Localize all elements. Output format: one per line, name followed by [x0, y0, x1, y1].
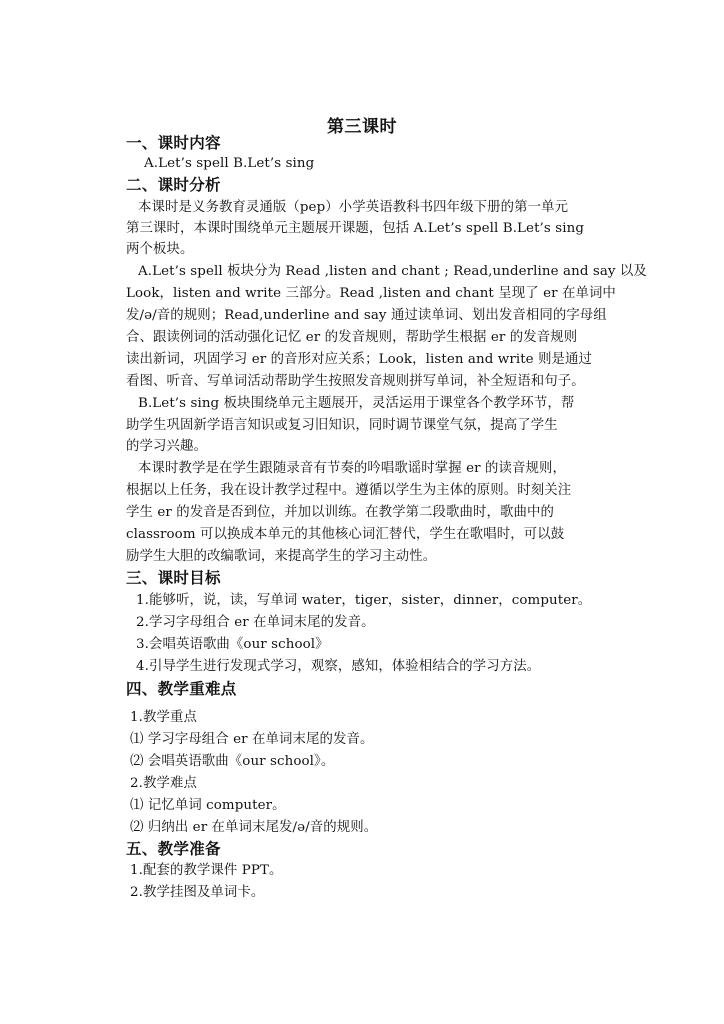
paragraph-line: 的学习兴趣。	[126, 439, 207, 454]
paragraph-line: 读出新词，巩固学习 er 的音形对应关系；Look，listen and write 则是通过	[126, 352, 593, 367]
section-heading-content: 一、课时内容	[126, 134, 221, 152]
list-item: 1.教学重点	[130, 710, 197, 725]
paragraph-line: 根据以上任务，我在设计教学过程中。遵循以学生为主体的原则。时刻关注	[126, 483, 572, 498]
paragraph-line: B.Let’s sing 板块围绕单元主题展开，灵活运用于课堂各个教学环节，帮	[138, 396, 575, 411]
list-item: 2.教学难点	[130, 776, 197, 791]
section-heading-analysis: 二、课时分析	[126, 176, 221, 194]
list-item: 4.引导学生进行发现式学习，观察，感知，体验相结合的学习方法。	[136, 659, 541, 674]
paragraph-line: 第三课时，本课时围绕单元主题展开课题，包括 A.Let’s spell B.Let’s sing	[126, 221, 584, 236]
paragraph-line: 励学生大胆的改编歌词，来提高学生的学习主动性。	[126, 549, 437, 564]
list-item: 1.能够听，说，读，写单词 water，tiger，sister，dinner，computer。	[136, 593, 592, 608]
list-item: 1.配套的教学课件 PPT。	[130, 863, 283, 878]
paragraph-line: A.Let’s spell 板块分为 Read ,listen and chant ; Read,underline and say 以及	[138, 264, 647, 279]
list-item: ⑵ 会唱英语歌曲《our school》。	[130, 754, 335, 769]
paragraph-line: 本课时是义务教育灵通版（pep）小学英语教科书四年级下册的第一单元	[138, 200, 569, 215]
paragraph-line: Look，listen and write 三部分。Read ,listen and chant 呈现了 er 在单词中	[126, 286, 616, 301]
paragraph-line: 看图、听音、写单词活动帮助学生按照发音规则拼写单词，补全短语和句子。	[126, 374, 585, 389]
list-item: 3.会唱英语歌曲《our school》	[136, 637, 329, 652]
section-heading-objectives: 三、课时目标	[126, 569, 221, 587]
paragraph-line: classroom 可以换成本单元的其他核心词汇替代，学生在歌唱时，可以鼓	[126, 527, 565, 542]
section-heading-key-points: 四、教学重难点	[126, 680, 237, 698]
paragraph-line: 学生 er 的发音是否到位，并加以训练。在教学第二段歌曲时，歌曲中的	[126, 505, 554, 520]
list-item: 2.教学挂图及单词卡。	[130, 885, 265, 900]
paragraph-line: A.Let’s spell B.Let’s sing	[144, 156, 315, 171]
paragraph-line: 两个板块。	[126, 242, 194, 257]
page-title: 第三课时	[327, 117, 397, 137]
list-item: ⑴ 记忆单词 computer。	[130, 798, 286, 813]
paragraph-line: 发/ə/音的规则；Read,underline and say 通过读单词、划出发音相同的字母组	[126, 308, 607, 323]
list-item: ⑵ 归纳出 er 在单词末尾发/ə/音的规则。	[130, 820, 378, 835]
paragraph-line: 合、跟读例词的活动强化记忆 er 的发音规则，帮助学生根据 er 的发音规则	[126, 330, 578, 345]
list-item: ⑴ 学习字母组合 er 在单词末尾的发音。	[130, 732, 374, 747]
list-item: 2.学习字母组合 er 在单词末尾的发音。	[136, 615, 375, 630]
paragraph-line: 本课时教学是在学生跟随录音有节奏的吟唱歌谣时掌握 er 的读音规则，	[138, 461, 566, 476]
section-heading-preparation: 五、教学准备	[126, 840, 221, 858]
paragraph-line: 助学生巩固新学语言知识或复习旧知识，同时调节课堂气氛，提高了学生	[126, 418, 558, 433]
